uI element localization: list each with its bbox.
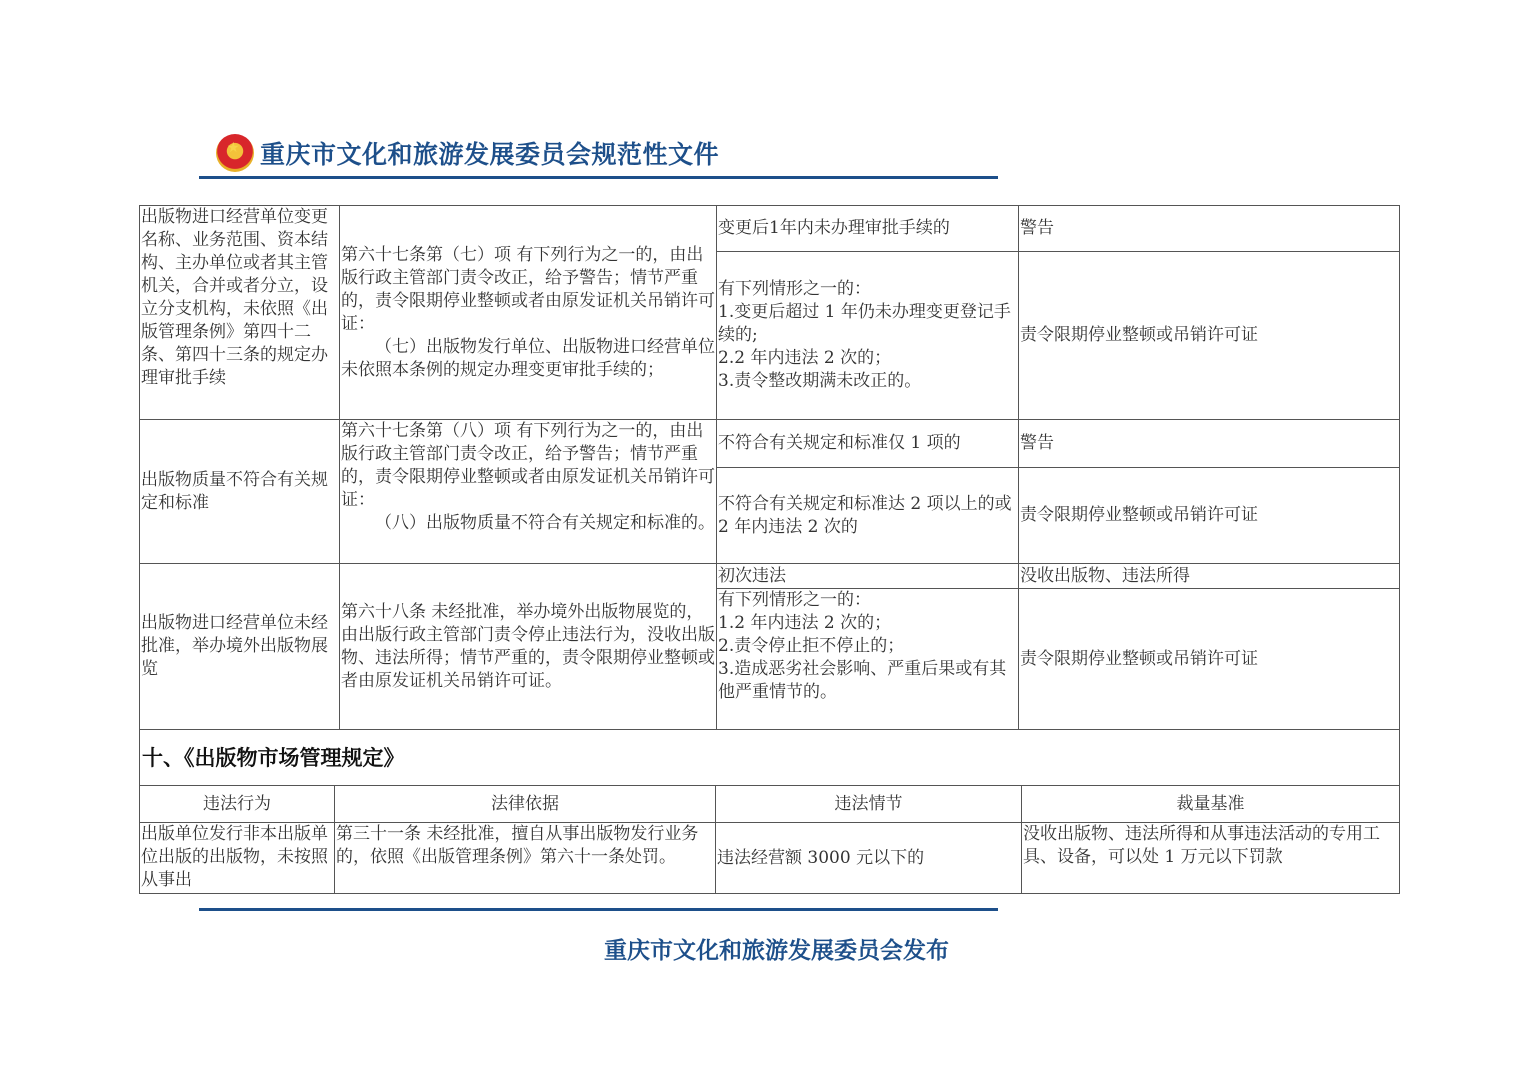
penalty-cell: 警告	[1019, 206, 1400, 252]
circumstance-cell: 有下列情形之一的： 1.2 年内违法 2 次的； 2.责令停止拒不停止的； 3.造成恶劣社会影响、严重后果或有其他严重情节的。	[717, 589, 1019, 730]
violation-act-cell: 出版物进口经营单位未经批准，举办境外出版物展览	[140, 564, 340, 730]
legal-basis-lead: 第六十七条第（七）项 有下列行为之一的，由出版行政主管部门责令改正，给予警告；情节严重的，责令限期停业整顿或者由原发证机关吊销许可证：	[341, 244, 715, 334]
legal-basis-item: （八）出版物质量不符合有关规定和标准的。	[375, 513, 715, 533]
violation-act-cell: 出版单位发行非本出版单位出版的出版物，未按照从事出	[140, 823, 335, 894]
circumstance-cell: 违法经营额 3000 元以下的	[716, 823, 1022, 894]
circumstance-cell: 初次违法	[717, 564, 1019, 589]
document-header	[216, 131, 719, 175]
column-header: 违法情节	[716, 786, 1022, 823]
table-row	[140, 206, 1400, 252]
column-header: 法律依据	[335, 786, 716, 823]
header-rule	[199, 176, 998, 179]
violation-act-cell: 出版物质量不符合有关规定和标准	[140, 420, 340, 564]
circumstance-cell: 不符合有关规定和标准达 2 项以上的或 2 年内违法 2 次的	[717, 468, 1019, 564]
legal-basis-cell: 第三十一条 未经批准，擅自从事出版物发行业务的，依照《出版管理条例》第六十一条处罚。	[335, 823, 716, 894]
column-header: 裁量基准	[1022, 786, 1400, 823]
legal-basis-cell	[340, 420, 717, 564]
national-emblem-icon	[216, 134, 254, 172]
legal-basis-cell	[340, 206, 717, 420]
table-row	[140, 823, 1400, 894]
circumstance-cell: 不符合有关规定和标准仅 1 项的	[717, 420, 1019, 468]
footer-publisher: 重庆市文化和旅游发展委员会发布	[604, 937, 949, 964]
legal-basis-lead: 第六十七条第（八）项 有下列行为之一的，由出版行政主管部门责令改正，给予警告；情节严重的，责令限期停业整顿或者由原发证机关吊销许可证：	[341, 421, 715, 510]
penalty-cell: 责令限期停业整顿或吊销许可证	[1019, 252, 1400, 420]
table-row	[140, 564, 1400, 589]
table-header-row	[140, 786, 1400, 823]
section-title: 十、《出版物市场管理规定》	[140, 730, 1400, 786]
section-title-row	[140, 730, 1400, 786]
table-row	[140, 420, 1400, 468]
legal-basis-cell: 第六十八条 未经批准，举办境外出版物展览的，由出版行政主管部门责令停止违法行为，没收出版物、违法所得；情节严重的，责令限期停业整顿或者由原发证机关吊销许可证。	[340, 564, 717, 730]
circumstance-cell: 变更后1年内未办理审批手续的	[717, 206, 1019, 252]
penalty-cell: 没收出版物、违法所得	[1019, 564, 1400, 589]
violation-act-cell: 出版物进口经营单位变更名称、业务范围、资本结构、主办单位或者其主管机关，合并或者分立，设立分支机构，未依照《出版管理条例》第四十二条、第四十三条的规定办理审批手续	[140, 206, 340, 420]
section-table	[139, 729, 1400, 894]
header-title: 重庆市文化和旅游发展委员会规范性文件	[260, 140, 720, 169]
penalty-cell: 责令限期停业整顿或吊销许可证	[1019, 468, 1400, 564]
penalty-table	[139, 205, 1400, 730]
footer-rule	[199, 908, 998, 911]
penalty-cell: 警告	[1019, 420, 1400, 468]
penalty-cell: 没收出版物、违法所得和从事违法活动的专用工具、设备，可以处 1 万元以下罚款	[1022, 823, 1400, 894]
penalty-cell: 责令限期停业整顿或吊销许可证	[1019, 589, 1400, 730]
column-header: 违法行为	[140, 786, 335, 823]
legal-basis-item: （七）出版物发行单位、出版物进口经营单位未依照本条例的规定办理变更审批手续的；	[341, 336, 715, 380]
circumstance-cell: 有下列情形之一的： 1.变更后超过 1 年仍未办理变更登记手续的; 2.2 年内违法 2 次的； 3.责令整改期满未改正的。	[717, 252, 1019, 420]
